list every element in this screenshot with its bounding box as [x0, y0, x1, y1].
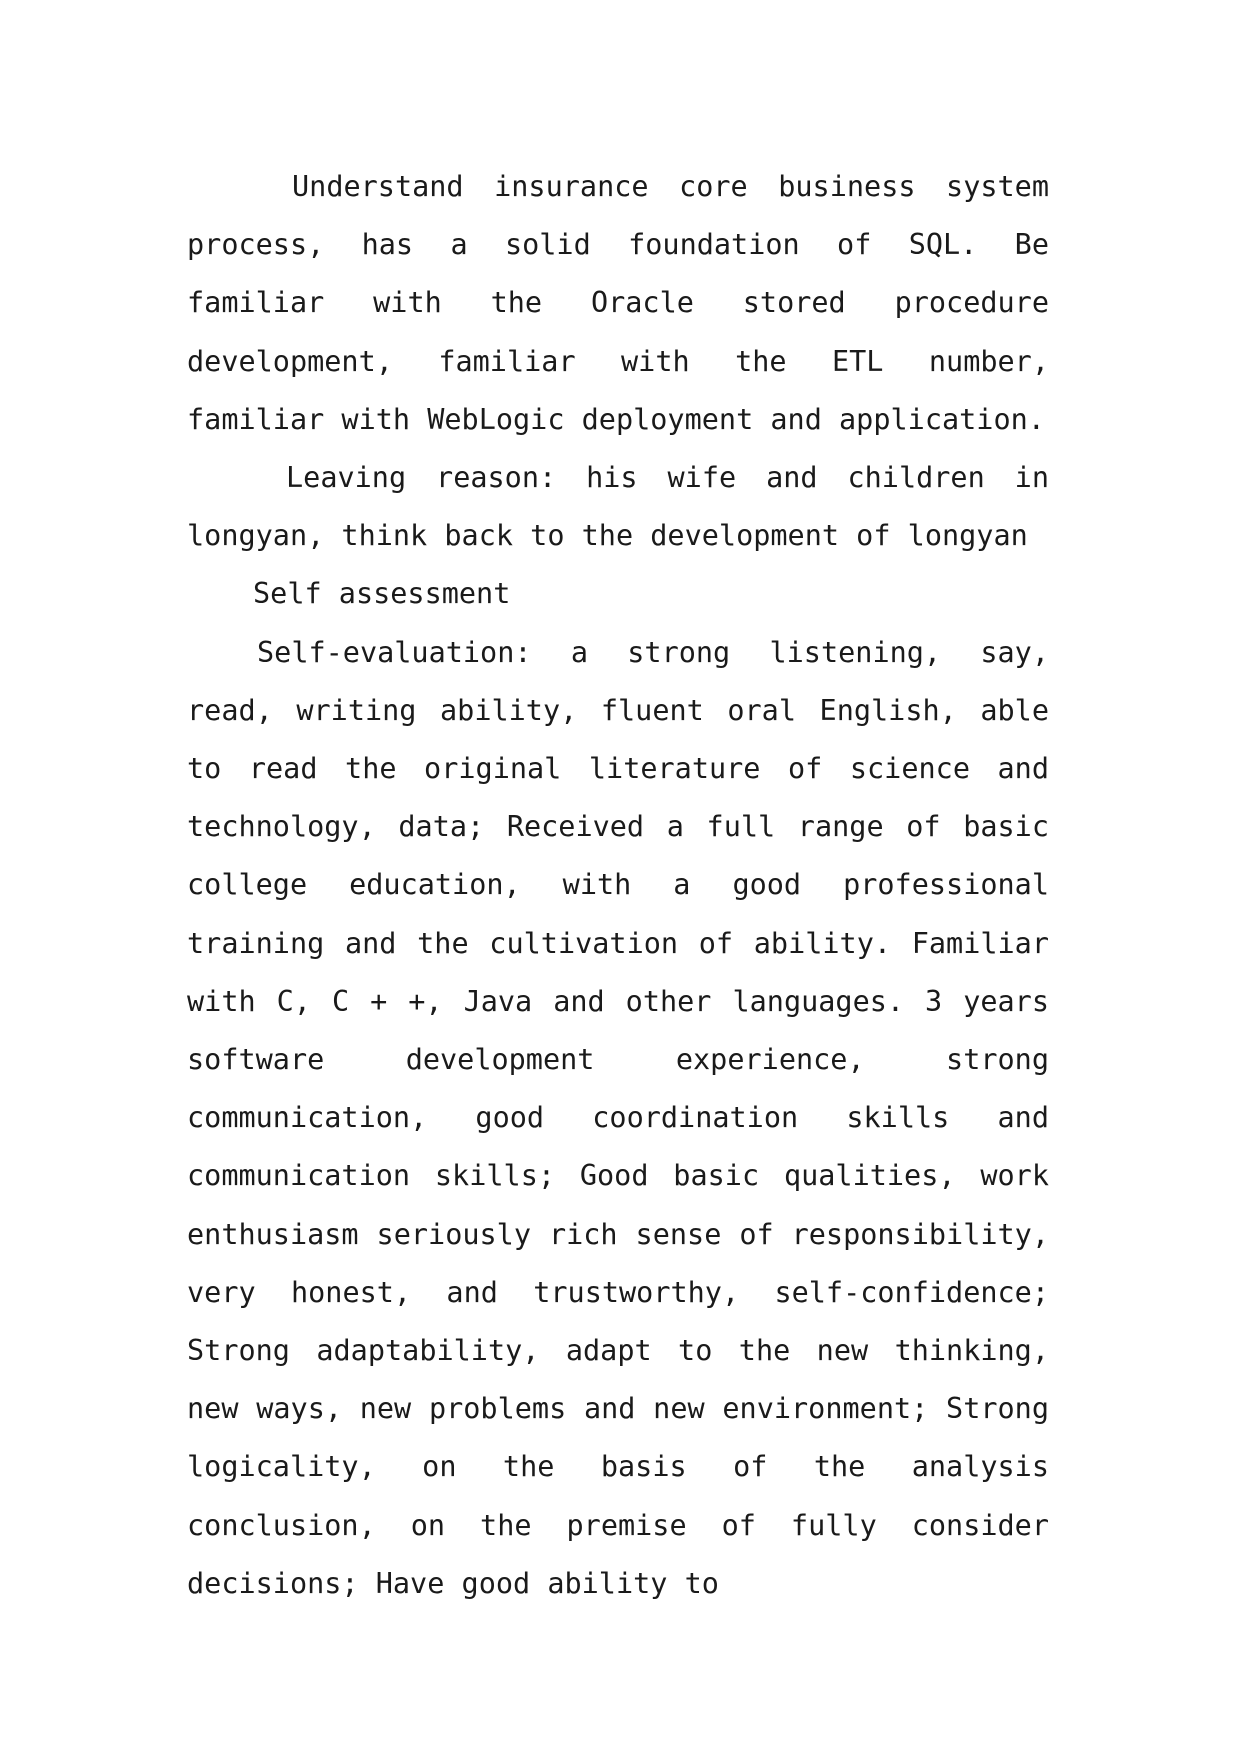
document-body	[187, 158, 1049, 1613]
section-heading: Self assessment	[253, 577, 511, 611]
self-evaluation-paragraph: Self-evaluation: a strong listening, say, read, writing ability, fluent oral English, able to read the original literature of science and technology, data; Received a full range of basic college education, with a good professional training and the cultivation of ability. Familiar with C, C + +, Java and other languages. 3 years software development experience, strong communication, good coordination skills and communication skills; Good basic qualities, work enthusiasm seriously rich sense of responsibility, very honest, and trustworthy, self-confidence; Strong adaptability, adapt to the new thinking, new ways, new problems and new environment; Strong logicality, on the basis of the analysis conclusion, on the premise of fully consider decisions; Have good ability to	[187, 635, 1049, 1600]
leaving-reason-paragraph: Leaving reason: his wife and children in longyan, think back to the development of longyan	[187, 461, 1049, 553]
skills-paragraph: Understand insurance core business system process, has a solid foundation of SQL. Be familiar with the Oracle stored procedure development, familiar with the ETL number, familiar with WebLogic deployment and application.	[187, 170, 1049, 436]
